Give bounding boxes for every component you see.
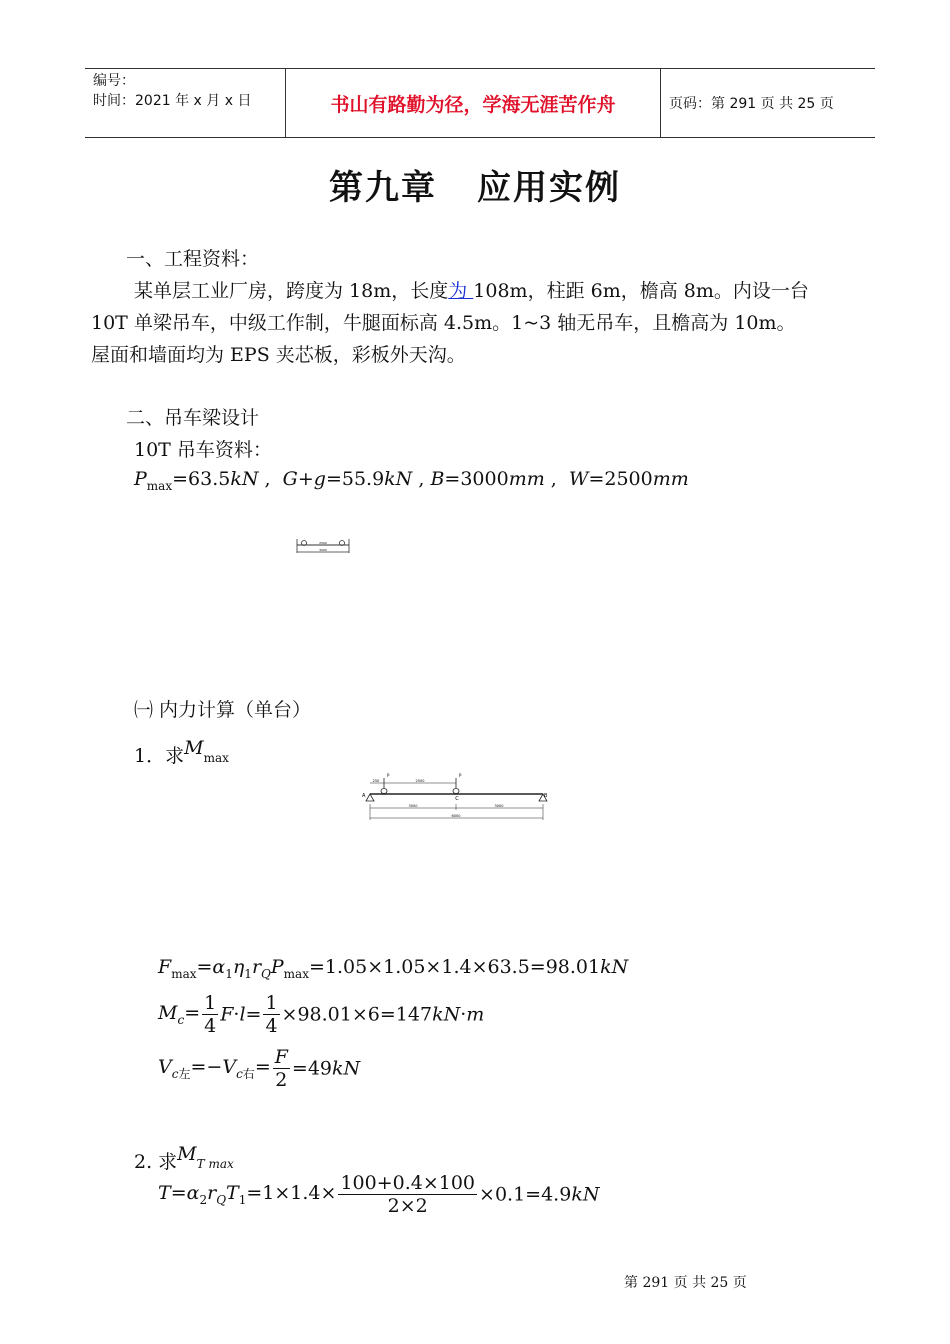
mc-frac1-num: 1	[204, 992, 217, 1014]
w-value: 2500	[604, 468, 653, 490]
formula-fmax-value: =1.05×1.05×1.4×63.5=98.01	[308, 956, 601, 978]
mc-frac1-den: 4	[204, 1015, 217, 1037]
b-value: 3000	[460, 468, 509, 490]
vc-frac-den: 2	[275, 1069, 288, 1091]
formula-mc: $M_c=$ $\frac{1}{4}$ F·l= $\frac{1}{4}$ ×98.01×6=147kN·m	[158, 992, 485, 1037]
dim-half-right: 3000	[494, 804, 504, 808]
crane-wheel-sketch	[296, 535, 350, 555]
project-info-text-b: 108m，柱距 6m，檐高 8m。内设一台	[473, 280, 809, 302]
load-p-left: P	[387, 773, 390, 778]
step-2-subscript: T max	[196, 1157, 234, 1171]
project-info-line-3: 屋面和墙面均为 EPS 夹芯板，彩板外天沟。	[91, 344, 466, 366]
header-page-number: 页码：第 291 页 共 25 页	[669, 96, 834, 112]
header-motto: 书山有路勤为径，学海无涯苦作舟	[285, 69, 661, 137]
dim-wheel-spacing: 2500	[415, 779, 425, 783]
t-frac-num: 100+0.4×100	[340, 1172, 476, 1194]
crane-data-heading: 10T 吊车资料：	[134, 439, 272, 461]
page-footer: 第 291 页 共 25 页	[624, 1275, 747, 1291]
t-frac-den: 2×2	[387, 1195, 428, 1217]
support-b-label: B	[544, 793, 548, 799]
dim-edge: 250	[372, 779, 380, 783]
step-1-heading	[134, 732, 229, 774]
section-heading-project-info: 一、工程资料：	[126, 248, 260, 270]
step-1-symbol: M	[184, 737, 204, 759]
step-2-symbol: M	[177, 1143, 197, 1165]
sketch-dim-top: 2500	[319, 541, 327, 545]
chapter-title	[0, 160, 950, 209]
midspan-c-label: C	[455, 796, 459, 802]
gg-value: 55.9	[341, 468, 385, 490]
beam-load-diagram	[360, 770, 552, 822]
support-a-icon	[366, 794, 374, 801]
chapter-name: 应用实例	[477, 168, 621, 208]
load-p-right: P	[459, 773, 462, 778]
formula-t: $T=\alpha_2r_QT_1=1\times 1.4\times$ $\frac{100+0.4\times 100}{2\times 2}$ ×0.1=4.9kN	[158, 1172, 600, 1217]
mc-frac2-den: 4	[265, 1015, 278, 1037]
wheel-right-icon	[453, 789, 459, 794]
sketch-dim-bottom: 3000	[319, 548, 327, 552]
crane-parameters: $P_{max}=63.5kN$ , G+g=55.9kN , B=3000mm , W=2500mm	[134, 468, 689, 493]
pmax-value: 63.5	[188, 468, 231, 490]
wheel-left-icon	[381, 789, 387, 794]
formula-t-value: ×0.1=4.9	[479, 1183, 572, 1206]
section-heading-internal-force: ㈠ 内力计算（单台）	[134, 699, 312, 721]
project-info-text-a: 某单层工业厂房，跨度为 18m，长度	[134, 280, 449, 302]
vc-frac-num: F	[274, 1046, 288, 1068]
mc-frac2-num: 1	[265, 992, 278, 1014]
dim-half-left: 3000	[408, 804, 418, 808]
inline-link[interactable]: 为	[448, 280, 474, 302]
doc-number-label: 编号：	[93, 73, 135, 89]
formula-t-mid: =1×1.4×	[246, 1182, 337, 1204]
header-bar	[85, 68, 875, 138]
header-meta	[85, 69, 285, 137]
step-2-label: 2. 求	[134, 1151, 178, 1173]
doc-time-label: 时间：2021 年 x 月 x 日	[93, 93, 252, 109]
section-heading-crane-beam: 二、吊车梁设计	[126, 407, 260, 429]
step-1-label: 1．求	[134, 745, 185, 767]
formula-fmax: $F_{max}=\alpha_1\eta_1r_QP_{max}=1.05\times 1.05\times 1.4\times 63.5=98.01kN$	[158, 956, 629, 981]
formula-mc-value: ×98.01×6=147	[281, 1003, 433, 1026]
project-info-line-1	[134, 275, 809, 307]
chapter-number: 第九章	[329, 168, 437, 208]
formula-vc-value: =49	[291, 1057, 333, 1080]
step-1-subscript: max	[203, 751, 229, 765]
dim-total: 6000	[451, 814, 461, 818]
project-info-line-2: 10T 单梁吊车，中级工作制，牛腿面标高 4.5m。1~3 轴无吊车，且檐高为 10m。	[91, 312, 796, 334]
formula-vc: $V_{c左}=-V_{c右}=$ $\frac{F}{2}$ =49kN	[158, 1046, 361, 1091]
support-a-label: A	[362, 793, 366, 799]
